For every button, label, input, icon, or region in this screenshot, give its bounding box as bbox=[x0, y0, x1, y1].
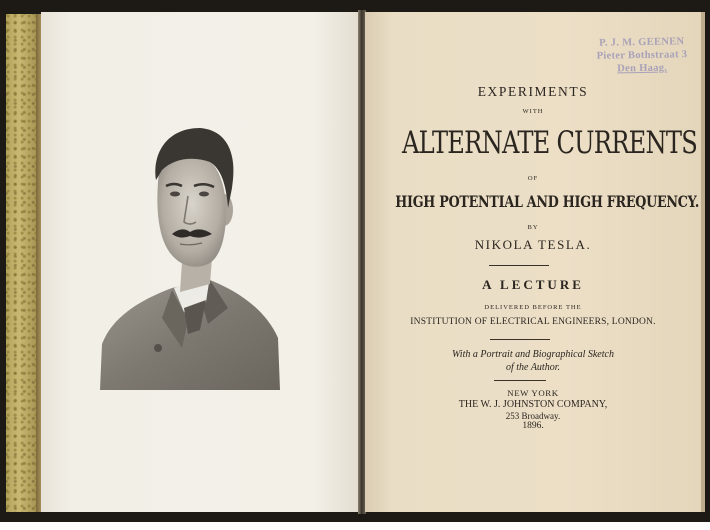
stamp-line-1: P. J. M. GEENEN bbox=[599, 36, 685, 49]
of-the-author: of the Author. bbox=[506, 362, 560, 373]
title-with: WITH bbox=[522, 108, 544, 115]
title-experiments: EXPERIMENTS bbox=[477, 84, 589, 99]
divider-rule-3 bbox=[494, 380, 546, 381]
imprint-address: 253 Broadway. bbox=[505, 411, 561, 421]
owner-stamp bbox=[584, 35, 701, 76]
portrait-engraving bbox=[60, 112, 280, 392]
portrait-note: With a Portrait and Biographical Sketch bbox=[452, 349, 614, 360]
portrait-button bbox=[154, 344, 162, 352]
imprint-city: NEW YORK bbox=[507, 388, 559, 398]
portrait-eye-left bbox=[170, 192, 180, 197]
portrait-face bbox=[157, 152, 226, 267]
stamp-line-3: Den Haag. bbox=[617, 62, 668, 75]
imprint-publisher: THE W. J. JOHNSTON COMPANY, bbox=[458, 399, 608, 410]
page-edge bbox=[701, 12, 705, 512]
portrait-eye-right bbox=[199, 192, 209, 197]
title-of: OF bbox=[527, 175, 539, 182]
main-title: ALTERNATE CURRENTS bbox=[401, 125, 698, 161]
lecture-heading: A LECTURE bbox=[482, 277, 584, 292]
imprint-year: 1896. bbox=[522, 421, 544, 431]
stamp-line-2: Pieter Bothstraat 3 bbox=[596, 49, 688, 62]
title-by: BY bbox=[527, 224, 539, 231]
subtitle: HIGH POTENTIAL AND HIGH FREQUENCY. bbox=[395, 192, 700, 211]
author-name: NIKOLA TESLA. bbox=[474, 237, 592, 252]
divider-rule-2 bbox=[490, 339, 550, 340]
book-binding-cloth bbox=[6, 14, 37, 512]
institution-name: INSTITUTION OF ELECTRICAL ENGINEERS, LONDON. bbox=[410, 317, 656, 327]
divider-rule-1 bbox=[489, 265, 549, 266]
delivered-before: DELIVERED BEFORE THE bbox=[484, 304, 582, 311]
